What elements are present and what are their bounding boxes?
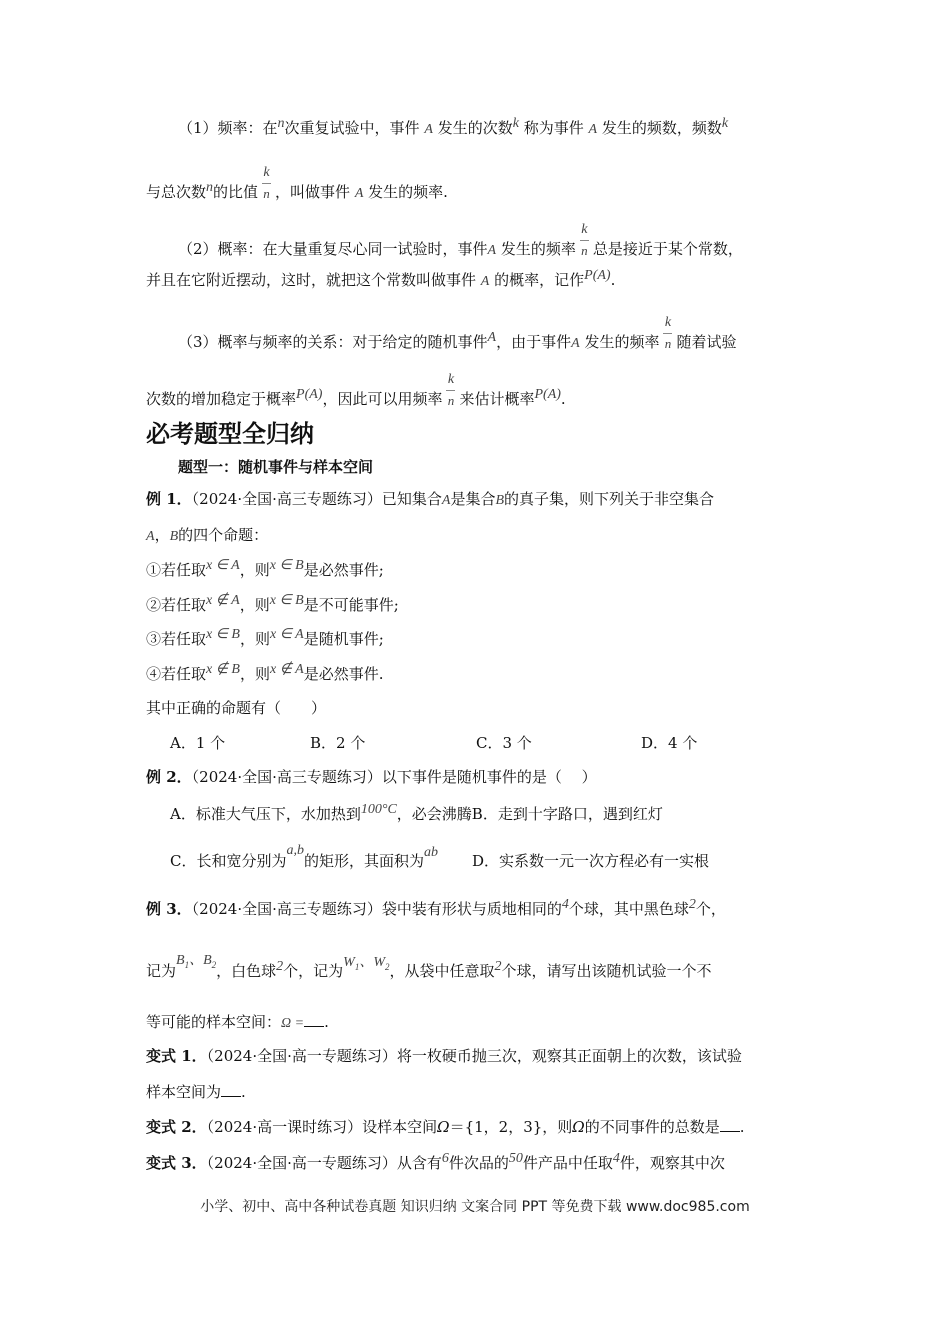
option-d: D．4 个 <box>641 734 698 752</box>
example-3-stem: 例 3．（2024·全国·高三专题练习）袋中装有形状与质地相同的4个球，其中黑色球2个， <box>146 897 726 918</box>
answer-blank[interactable] <box>221 1082 241 1097</box>
example-1-stem-line2: A，B的四个命题： <box>146 526 269 544</box>
option-a: A．1 个 <box>170 734 226 752</box>
prob-definition-line1: （2）概率：在大量重复尽心同一试验时，事件A 发生的频率 $\frac{k}{n}$ 总是接近于某个常数， <box>178 222 743 258</box>
variant-1-line2: 样本空间为 . <box>146 1083 246 1101</box>
variant-1-stem: 变式 1．（2024·全国·高一专题练习）将一枚硬币抛三次，观察其正面朝上的次数，该试验 <box>146 1047 742 1065</box>
section-heading: 必考题型全归纳 <box>146 420 314 448</box>
option-c: C．3 个 <box>476 734 532 752</box>
relation-line1: （3）概率与频率的关系：对于给定的随机事件A，由于事件A 发生的频率 $\frac{k}{n}$ 随着试验 <box>178 315 737 351</box>
example-2-option-c-d: C．长和宽分别为a,b的矩形，其面积为ab D．实系数一元一次方程必有一实根 <box>170 843 710 870</box>
variant-2-stem: 变式 2．（2024·高一课时练习）设样本空间Ω＝{1，2，3}，则Ω的不同事件的总数是 . <box>146 1118 745 1136</box>
fraction-k-over-n: $\frac{k}{n}$ <box>263 165 270 201</box>
example-1-proposition: ④若任取x ∉ B，则x ∉ A是必然事件. <box>146 662 384 683</box>
example-1-proposition: ③若任取x ∈ B，则x ∈ A是随机事件; <box>146 627 384 648</box>
page-footer: 小学、初中、高中各种试卷真题 知识归纳 文案合同 PPT 等免费下载 www.doc985.com <box>200 1199 750 1215</box>
example-2-option-a-b: A．标准大气压下，水加热到100°C，必会沸腾B．走到十字路口，遇到红灯 <box>170 802 663 823</box>
example-1-stem: 例 1．（2024·全国·高三专题练习）已知集合A是集合B的真子集，则下列关于非空集合 <box>146 490 715 508</box>
option-b: B．2 个 <box>310 734 366 752</box>
example-1-proposition: ②若任取x ∉ A，则x ∈ B是不可能事件; <box>146 593 399 614</box>
example-3-line3: 等可能的样本空间：Ω = . <box>146 1013 329 1031</box>
example-1-proposition: ①若任取x ∈ A，则x ∈ B是必然事件; <box>146 558 384 579</box>
prob-definition-line2: 并且在它附近摆动，这时，就把这个常数叫做事件 A 的概率，记作P(A). <box>146 268 616 289</box>
answer-blank[interactable] <box>304 1012 324 1027</box>
type-heading: 题型一：随机事件与样本空间 <box>178 458 374 476</box>
fraction-k-over-n: $\frac{k}{n}$ <box>664 315 672 351</box>
fraction-k-over-n: $\frac{k}{n}$ <box>581 222 588 258</box>
variant-3-stem: 变式 3．（2024·全国·高一专题练习）从含有6件次品的50件产品中任取4件，观察其中次 <box>146 1151 725 1172</box>
example-2-stem: 例 2．（2024·全国·高三专题练习）以下事件是随机事件的是（ ） <box>146 768 597 786</box>
example-3-line2: 记为$B_1$、$B_2$，白色球2个，记为$W_1$、$W_2$，从袋中任意取2个球，请写出该随机试验一个不 <box>146 953 712 980</box>
freq-definition-line2: 与总次数n的比值 $\frac{k}{n}$ ，叫做事件 A 发生的频率. <box>146 165 448 201</box>
fraction-k-over-n: $\frac{k}{n}$ <box>447 372 455 408</box>
freq-definition-line1: （1）频率：在n次重复试验中，事件 A 发生的次数k 称为事件 A 发生的频数，频数k <box>178 116 729 137</box>
relation-line2: 次数的增加稳定于概率P(A)，因此可以用频率 $\frac{k}{n}$ 来估计概率P(A). <box>146 372 566 408</box>
answer-blank[interactable] <box>720 1117 740 1132</box>
example-1-question: 其中正确的命题有（ ） <box>146 699 327 717</box>
